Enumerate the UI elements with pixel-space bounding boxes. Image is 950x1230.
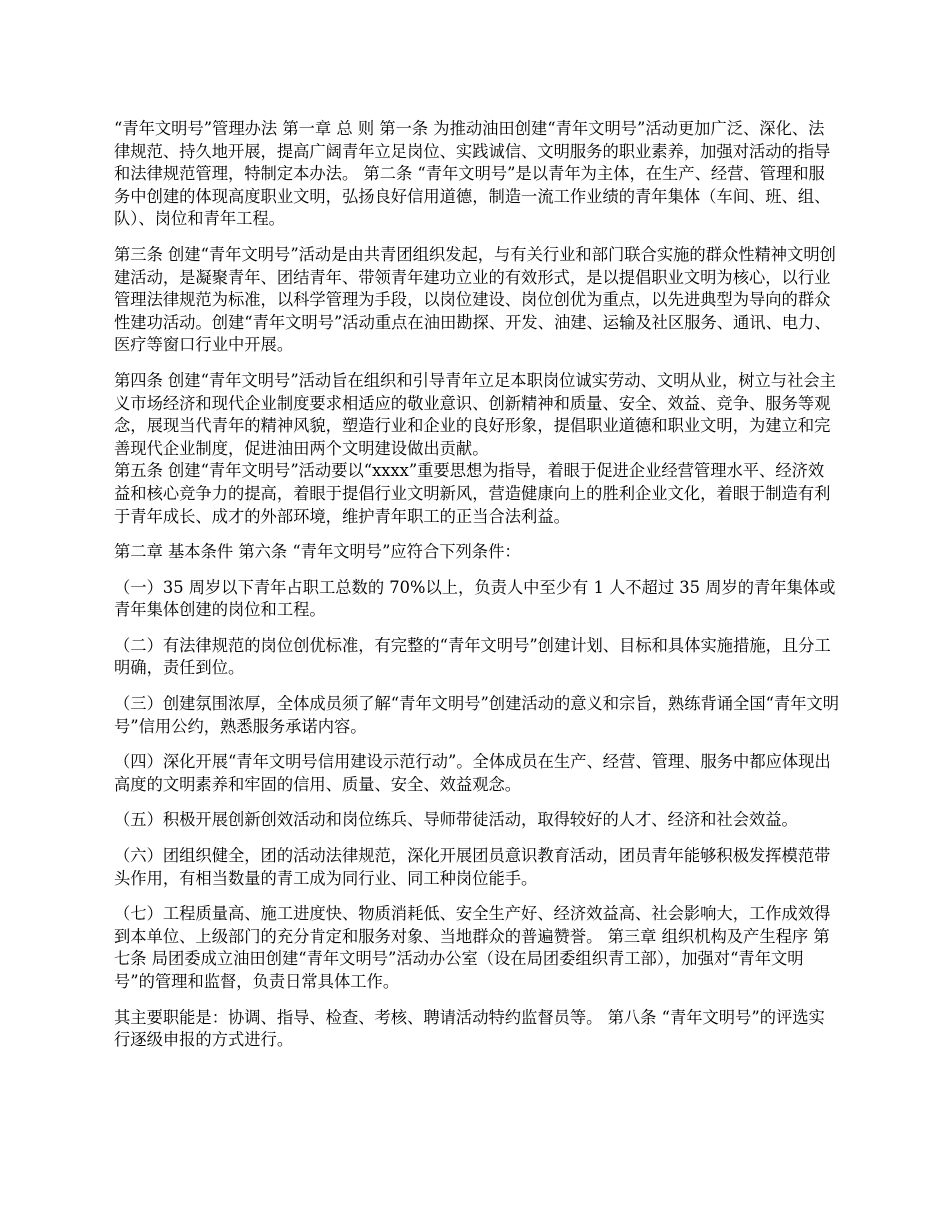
paragraph-article-1-2: “青年文明号”管理办法 第一章 总 则 第一条 为推动油田创建“青年文明号”活动更加广泛、深化、法律规范、持久地开展，提高广阔青年立足岗位、实践诚信、文明服务的职业素养，加强对活动的指导和法律规范管理，特制定本办法。 第二条 “青年文明号”是以青年为主体，在生产、经营、管理和服务中创建的体现高度职业文明，弘扬良好信用道德，制造一流工作业绩的青年集体（车间、班、组、队）、岗位和青年工程。 xyxy=(114,119,831,229)
paragraph-article-5: 第五条 创建“青年文明号”活动要以“xxxx”重要思想为指导，着眼于促进企业经营管理水平、经济效益和核心竞争力的提高，着眼于提倡行业文明新风，营造健康向上的胜利企业文化，着眼于制造有利于青年成长、成才的外部环境，维护青年职工的正当合法利益。 xyxy=(114,461,831,526)
paragraph-condition-2: （二）有法律规范的岗位创优标准，有完整的“青年文明号”创建计划、目标和具体实施措施，且分工明确，责任到位。 xyxy=(114,635,831,678)
paragraph-condition-6: （六）团组织健全，团的活动法律规范，深化开展团员意识教育活动，团员青年能够积极发挥模范带头作用，有相当数量的青工成为同行业、同工种岗位能手。 xyxy=(114,846,831,888)
paragraph-article-3: 第三条 创建“青年文明号”活动是由共青团组织发起，与有关行业和部门联合实施的群众性精神文明创建活动，是凝聚青年、团结青年、带领青年建功立业的有效形式，是以提倡职业文明为核心，以行业管理法律规范为标准，以科学管理为手段，以岗位建设、岗位创优为重点，以先进典型为导向的群众性建功活动。创建“青年文明号”活动重点在油田勘探、开发、油建、运输及社区服务、通讯、电力、医疗等窗口行业中开展。 xyxy=(114,244,836,355)
paragraph-condition-7: （七）工程质量高、施工进度快、物质消耗低、安全生产好、经济效益高、社会影响大，工作成效得到本单位、上级部门的充分肯定和服务对象、当地群众的普遍赞誉。 第三章 组织机构及产生程序 第七条 局团委成立油田创建“青年文明号”活动办公室（设在局团委组织青工部），加强对“青年文明号”的管理和监督，负责日常具体工作。 xyxy=(114,904,831,991)
paragraph-chapter-2-heading: 第二章 基本条件 第六条 “青年文明号”应符合下列条件： xyxy=(114,542,521,562)
paragraph-article-4: 第四条 创建“青年文明号”活动旨在组织和引导青年立足本职岗位诚实劳动、文明从业，树立与社会主义市场经济和现代企业制度要求相适应的敬业意识、创新精神和质量、安全、效益、竞争、服务等观念，展现当代青年的精神风貌，塑造行业和企业的良好形象，提倡职业道德和职业文明，为建立和完善现代企业制度，促进油田两个文明建设做出贡献。 xyxy=(114,370,836,458)
paragraph-main-duties: 其主要职能是：协调、指导、检查、考核、聘请活动特约监督员等。 第八条 “青年文明号”的评选实行逐级申报的方式进行。 xyxy=(114,1007,825,1050)
paragraph-condition-5: （五）积极开展创新创效活动和岗位练兵、导师带徒活动，取得较好的人才、经济和社会效益。 xyxy=(114,810,798,830)
paragraph-condition-4: （四）深化开展“青年文明号信用建设示范行动”。全体成员在生产、经营、管理、服务中都应体现出高度的文明素养和牢固的信用、质量、安全、效益观念。 xyxy=(114,752,831,794)
paragraph-condition-1: （一）35 周岁以下青年占职工总数的 70%以上，负责人中至少有 1 人不超过 35 周岁的青年集体或青年集体创建的岗位和工程。 xyxy=(114,577,836,620)
paragraph-condition-3: （三）创建氛围浓厚，全体成员须了解“青年文明号”创建活动的意义和宗旨，熟练背诵全国“青年文明号”信用公约，熟悉服务承诺内容。 xyxy=(114,694,840,736)
